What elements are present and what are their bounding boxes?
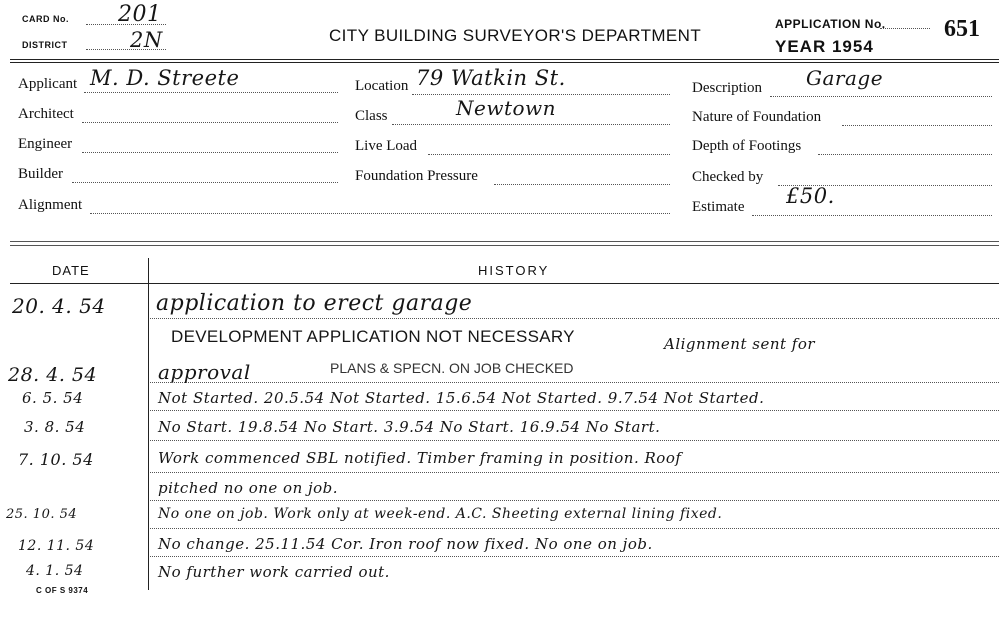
header-rule-bottom	[10, 62, 999, 63]
foundation-pressure-line	[494, 184, 670, 185]
class-line	[392, 124, 670, 125]
depth-of-footings-label: Depth of Footings	[692, 138, 802, 154]
history-text-8: No change. 25.11.54 Cor. Iron roof now fixed. No one on job.	[158, 535, 653, 553]
foundation-pressure-label: Foundation Pressure	[355, 168, 478, 184]
form-code: C OF S 9374	[36, 586, 89, 595]
history-line-2	[150, 382, 999, 383]
class-value: Newtown	[456, 96, 557, 120]
fields-rule-top	[10, 241, 999, 242]
history-date-3: 6. 5. 54	[22, 389, 84, 407]
engineer-label: Engineer	[18, 136, 73, 152]
description-value: Garage	[806, 66, 884, 90]
history-stamp-development: DEVELOPMENT APPLICATION NOT NECESSARY	[171, 327, 575, 346]
estimate-label: Estimate	[692, 199, 745, 215]
history-text-5: Work commenced SBL notified. Timber framing in position. Roof	[158, 449, 682, 467]
date-column-header: DATE	[52, 263, 90, 278]
history-line-7	[150, 528, 999, 529]
fields-rule-bottom	[10, 245, 999, 246]
history-line-6	[150, 500, 999, 501]
history-date-7: 25. 10. 54	[6, 507, 78, 522]
history-text-1: application to erect garage	[156, 291, 473, 316]
history-date-4: 3. 8. 54	[24, 418, 86, 436]
live-load-line	[428, 154, 670, 155]
card-no-label: CARD No.	[22, 14, 69, 24]
card-no-value: 201	[118, 2, 162, 27]
history-text-3: Not Started. 20.5.54 Not Started. 15.6.54 Not Started. 9.7.54 Not Started.	[158, 389, 765, 407]
history-line-4	[150, 440, 999, 441]
application-no-value: 651	[944, 16, 980, 42]
department-title: CITY BUILDING SURVEYOR'S DEPARTMENT	[329, 26, 702, 45]
estimate-line	[752, 215, 992, 216]
architect-line	[82, 122, 338, 123]
history-date-2: 28. 4. 54	[8, 364, 98, 386]
estimate-value: £50.	[786, 184, 835, 208]
applicant-value: M. D. Streete	[90, 66, 240, 90]
history-text-7: No one on job. Work only at week-end. A.C. Sheeting external lining fixed.	[158, 506, 723, 522]
history-line-1	[150, 318, 999, 319]
history-line-5	[150, 472, 999, 473]
district-value: 2N	[130, 28, 163, 52]
nature-of-foundation-line	[842, 125, 992, 126]
history-date-5: 7. 10. 54	[18, 450, 94, 469]
table-header-rule	[10, 283, 999, 284]
applicant-label: Applicant	[18, 76, 78, 92]
builder-label: Builder	[18, 166, 63, 182]
date-column-divider	[148, 258, 149, 590]
history-line-3	[150, 410, 999, 411]
application-no-line	[880, 28, 930, 29]
history-stamp-plans: PLANS & SPECN. ON JOB CHECKED	[330, 360, 574, 376]
history-note-alignment: Alignment sent for	[664, 335, 816, 353]
checked-by-label: Checked by	[692, 169, 764, 185]
header-rule-top	[10, 59, 999, 60]
applicant-line	[84, 92, 338, 93]
history-column-header: HISTORY	[478, 263, 550, 278]
history-text-2: approval	[158, 360, 251, 384]
district-label: DISTRICT	[22, 40, 68, 50]
location-value: 79 Watkin St.	[416, 66, 566, 90]
description-label: Description	[692, 80, 762, 96]
live-load-label: Live Load	[355, 138, 418, 154]
nature-of-foundation-label: Nature of Foundation	[692, 109, 822, 125]
engineer-line	[82, 152, 338, 153]
alignment-line	[90, 213, 670, 214]
history-date-8: 12. 11. 54	[18, 538, 95, 554]
year-label: YEAR 1954	[775, 37, 874, 56]
history-line-8	[150, 556, 999, 557]
history-date-9: 4. 1. 54	[26, 563, 84, 579]
class-label: Class	[355, 108, 388, 124]
builder-line	[72, 182, 338, 183]
history-date-1: 20. 4. 54	[12, 294, 106, 318]
alignment-label: Alignment	[18, 197, 83, 213]
depth-of-footings-line	[818, 154, 992, 155]
location-label: Location	[355, 78, 409, 94]
history-text-9: No further work carried out.	[158, 563, 390, 581]
application-no-label: APPLICATION No.	[775, 17, 886, 31]
architect-label: Architect	[18, 106, 74, 122]
history-text-6: pitched no one on job.	[158, 479, 339, 497]
history-text-4: No Start. 19.8.54 No Start. 3.9.54 No Start. 16.9.54 No Start.	[158, 418, 661, 436]
description-line	[770, 96, 992, 97]
location-line	[412, 94, 670, 95]
